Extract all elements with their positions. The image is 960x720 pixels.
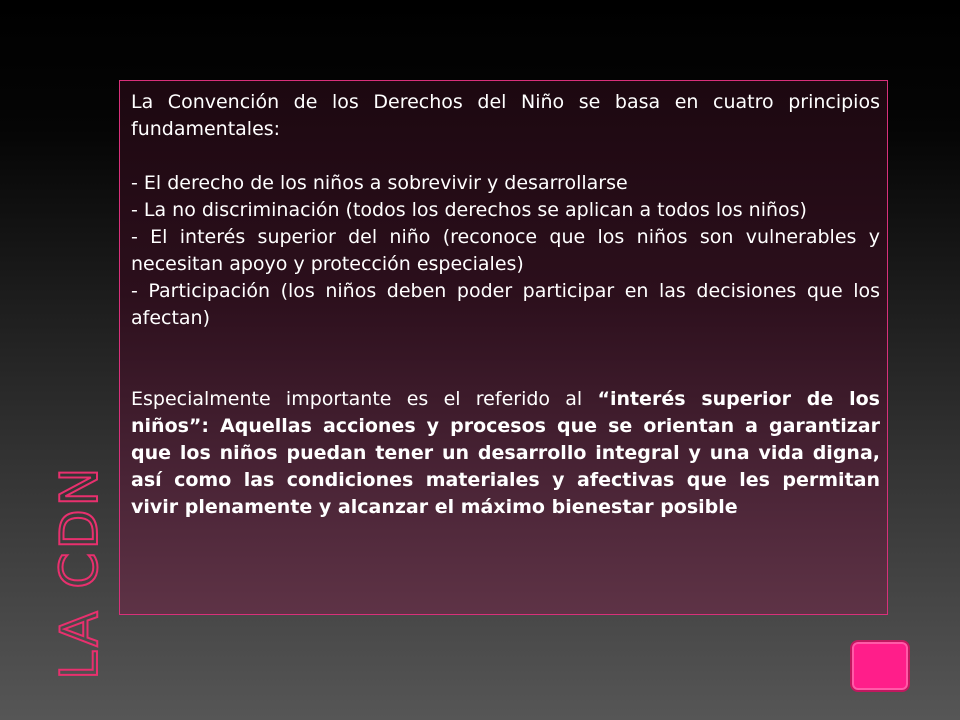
principle-item: - Participación (los niños deben poder participar en las decisiones que los afectan) [131, 280, 880, 329]
content-text-box [119, 80, 888, 615]
closing-emphasis: “interés superior de los niños”: Aquellas acciones y procesos que se orientan a garantizar que los niños puedan tener un desarrollo integral y una vida digna, así como las condiciones materiales y afectivas que les permitan vivir plenamente y alcanzar el máximo bienestar posible [131, 388, 880, 518]
principle-item: - El interés superior del niño (reconoce que los niños son vulnerables y necesitan apoyo y protección especiales) [131, 226, 880, 275]
closing-text: Especialmente importante es el referido al [131, 388, 598, 410]
closing-paragraph [131, 386, 880, 521]
spacer [131, 332, 880, 386]
action-button[interactable] [850, 640, 910, 692]
spacer [131, 143, 880, 170]
principle-item: - El derecho de los niños a sobrevivir y desarrollarse [131, 172, 628, 194]
principle-item: - La no discriminación (todos los derechos se aplican a todos los niños) [131, 199, 807, 221]
intro-paragraph: La Convención de los Derechos del Niño se basa en cuatro principios fundamentales: [131, 91, 880, 140]
slide-title: LA CDN [50, 464, 110, 680]
